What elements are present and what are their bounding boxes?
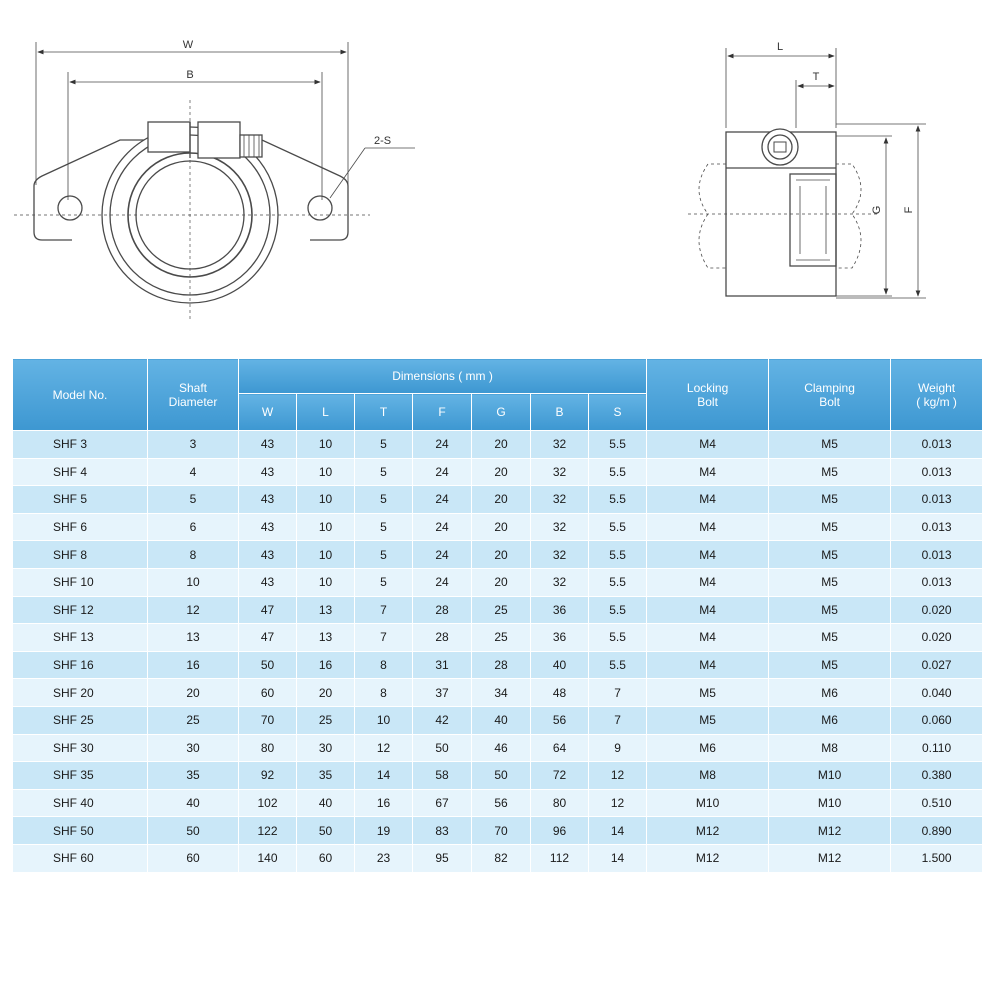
locking-bolt-cell: M4 <box>647 651 769 679</box>
f-cell: 95 <box>413 844 472 872</box>
t-cell: 12 <box>355 734 413 762</box>
locking-bolt-cell: M10 <box>647 789 769 817</box>
f-cell: 42 <box>413 706 472 734</box>
w-cell: 43 <box>239 513 297 541</box>
g-cell: 20 <box>472 431 531 459</box>
model-cell: SHF 40 <box>13 789 148 817</box>
shaft-cell: 60 <box>148 844 239 872</box>
model-cell: SHF 50 <box>13 817 148 845</box>
locking-bolt-cell: M6 <box>647 734 769 762</box>
w-cell: 50 <box>239 651 297 679</box>
l-cell: 30 <box>297 734 355 762</box>
front-view <box>14 42 415 320</box>
l-cell: 10 <box>297 458 355 486</box>
g-cell: 56 <box>472 789 531 817</box>
g-cell: 40 <box>472 706 531 734</box>
b-cell: 112 <box>531 844 589 872</box>
shaft-cell: 5 <box>148 486 239 514</box>
w-cell: 47 <box>239 624 297 652</box>
l-cell: 40 <box>297 789 355 817</box>
weight-cell: 0.013 <box>891 568 983 596</box>
f-cell: 24 <box>413 486 472 514</box>
l-cell: 10 <box>297 541 355 569</box>
weight-cell: 0.040 <box>891 679 983 707</box>
shaft-cell: 13 <box>148 624 239 652</box>
t-cell: 5 <box>355 486 413 514</box>
dimension-label-w: W <box>182 39 194 51</box>
l-cell: 35 <box>297 762 355 790</box>
l-cell: 10 <box>297 513 355 541</box>
f-cell: 24 <box>413 541 472 569</box>
l-cell: 10 <box>297 486 355 514</box>
b-cell: 96 <box>531 817 589 845</box>
header-clamping-line1: Clamping <box>804 380 855 395</box>
shaft-cell: 3 <box>148 431 239 459</box>
weight-cell: 0.510 <box>891 789 983 817</box>
model-cell: SHF 12 <box>13 596 148 624</box>
locking-bolt-cell: M12 <box>647 844 769 872</box>
g-cell: 20 <box>472 513 531 541</box>
w-cell: 43 <box>239 458 297 486</box>
b-cell: 40 <box>531 651 589 679</box>
weight-cell: 0.027 <box>891 651 983 679</box>
header-g: G <box>472 394 531 431</box>
table-row <box>13 458 983 486</box>
t-cell: 23 <box>355 844 413 872</box>
technical-drawing <box>0 0 1000 340</box>
f-cell: 58 <box>413 762 472 790</box>
table-row <box>13 431 983 459</box>
b-cell: 32 <box>531 513 589 541</box>
clamping-bolt-cell: M5 <box>769 596 891 624</box>
weight-cell: 0.890 <box>891 817 983 845</box>
header-f: F <box>413 394 472 431</box>
f-cell: 31 <box>413 651 472 679</box>
l-cell: 60 <box>297 844 355 872</box>
clamping-bolt-cell: M5 <box>769 513 891 541</box>
weight-cell: 1.500 <box>891 844 983 872</box>
table-body <box>13 431 983 873</box>
clamping-bolt-cell: M5 <box>769 486 891 514</box>
l-cell: 20 <box>297 679 355 707</box>
t-cell: 7 <box>355 624 413 652</box>
dimension-label-t: T <box>812 71 820 83</box>
header-shaft-diameter <box>148 359 239 431</box>
f-cell: 24 <box>413 513 472 541</box>
s-cell: 5.5 <box>589 513 647 541</box>
model-cell: SHF 35 <box>13 762 148 790</box>
clamping-bolt-cell: M6 <box>769 679 891 707</box>
g-cell: 28 <box>472 651 531 679</box>
model-cell: SHF 4 <box>13 458 148 486</box>
specification-table <box>12 358 983 873</box>
header-b: B <box>531 394 589 431</box>
header-dimensions: Dimensions ( mm ) <box>239 359 647 394</box>
w-cell: 70 <box>239 706 297 734</box>
s-cell: 5.5 <box>589 624 647 652</box>
header-model: Model No. <box>13 359 148 431</box>
table-row <box>13 596 983 624</box>
header-clamping-bolt <box>769 359 891 431</box>
s-cell: 5.5 <box>589 458 647 486</box>
s-cell: 12 <box>589 789 647 817</box>
table-row <box>13 624 983 652</box>
l-cell: 10 <box>297 568 355 596</box>
g-cell: 25 <box>472 624 531 652</box>
f-cell: 24 <box>413 458 472 486</box>
l-cell: 13 <box>297 624 355 652</box>
clamping-bolt-cell: M10 <box>769 789 891 817</box>
shaft-cell: 4 <box>148 458 239 486</box>
dimension-label-l: L <box>776 41 784 53</box>
clamping-bolt-cell: M10 <box>769 762 891 790</box>
model-cell: SHF 13 <box>13 624 148 652</box>
shaft-cell: 10 <box>148 568 239 596</box>
table-row <box>13 789 983 817</box>
t-cell: 5 <box>355 568 413 596</box>
t-cell: 10 <box>355 706 413 734</box>
b-cell: 36 <box>531 624 589 652</box>
table-row <box>13 568 983 596</box>
shaft-cell: 20 <box>148 679 239 707</box>
t-cell: 5 <box>355 431 413 459</box>
clamping-bolt-cell: M5 <box>769 568 891 596</box>
table-row <box>13 541 983 569</box>
locking-bolt-cell: M4 <box>647 513 769 541</box>
b-cell: 32 <box>531 431 589 459</box>
b-cell: 32 <box>531 541 589 569</box>
f-cell: 28 <box>413 596 472 624</box>
clamping-bolt-cell: M5 <box>769 458 891 486</box>
b-cell: 32 <box>531 568 589 596</box>
f-cell: 37 <box>413 679 472 707</box>
clamping-bolt-cell: M12 <box>769 817 891 845</box>
header-locking-bolt <box>647 359 769 431</box>
f-cell: 24 <box>413 568 472 596</box>
model-cell: SHF 6 <box>13 513 148 541</box>
t-cell: 8 <box>355 651 413 679</box>
weight-cell: 0.013 <box>891 486 983 514</box>
clamping-bolt-cell: M12 <box>769 844 891 872</box>
header-weight <box>891 359 983 431</box>
s-cell: 5.5 <box>589 568 647 596</box>
t-cell: 14 <box>355 762 413 790</box>
clamping-bolt-cell: M5 <box>769 651 891 679</box>
t-cell: 7 <box>355 596 413 624</box>
header-l: L <box>297 394 355 431</box>
l-cell: 50 <box>297 817 355 845</box>
model-cell: SHF 16 <box>13 651 148 679</box>
s-cell: 5.5 <box>589 651 647 679</box>
g-cell: 50 <box>472 762 531 790</box>
t-cell: 5 <box>355 458 413 486</box>
g-cell: 20 <box>472 486 531 514</box>
w-cell: 43 <box>239 568 297 596</box>
b-cell: 72 <box>531 762 589 790</box>
w-cell: 43 <box>239 431 297 459</box>
g-cell: 46 <box>472 734 531 762</box>
clamping-bolt-cell: M5 <box>769 624 891 652</box>
model-cell: SHF 30 <box>13 734 148 762</box>
header-locking-line2: Bolt <box>697 394 718 409</box>
locking-bolt-cell: M4 <box>647 431 769 459</box>
model-cell: SHF 3 <box>13 431 148 459</box>
s-cell: 9 <box>589 734 647 762</box>
table-row <box>13 844 983 872</box>
l-cell: 10 <box>297 431 355 459</box>
model-cell: SHF 60 <box>13 844 148 872</box>
table-row <box>13 486 983 514</box>
g-cell: 82 <box>472 844 531 872</box>
s-cell: 14 <box>589 844 647 872</box>
f-cell: 83 <box>413 817 472 845</box>
g-cell: 34 <box>472 679 531 707</box>
model-cell: SHF 10 <box>13 568 148 596</box>
b-cell: 48 <box>531 679 589 707</box>
locking-bolt-cell: M4 <box>647 596 769 624</box>
g-cell: 20 <box>472 541 531 569</box>
model-cell: SHF 20 <box>13 679 148 707</box>
header-weight-line1: Weight <box>918 380 956 395</box>
w-cell: 60 <box>239 679 297 707</box>
clamping-bolt-cell: M6 <box>769 706 891 734</box>
shaft-cell: 50 <box>148 817 239 845</box>
shaft-cell: 40 <box>148 789 239 817</box>
table-row <box>13 762 983 790</box>
g-cell: 20 <box>472 568 531 596</box>
locking-bolt-cell: M4 <box>647 568 769 596</box>
weight-cell: 0.013 <box>891 513 983 541</box>
s-cell: 7 <box>589 706 647 734</box>
t-cell: 8 <box>355 679 413 707</box>
shaft-cell: 35 <box>148 762 239 790</box>
s-cell: 5.5 <box>589 486 647 514</box>
header-locking-line1: Locking <box>686 380 729 395</box>
dimension-label-2s: 2-S <box>374 135 392 147</box>
header-weight-line2: ( kg/m ) <box>916 394 957 409</box>
locking-bolt-cell: M5 <box>647 679 769 707</box>
side-view <box>688 48 926 298</box>
s-cell: 5.5 <box>589 541 647 569</box>
b-cell: 56 <box>531 706 589 734</box>
locking-bolt-cell: M12 <box>647 817 769 845</box>
t-cell: 16 <box>355 789 413 817</box>
weight-cell: 0.020 <box>891 624 983 652</box>
f-cell: 67 <box>413 789 472 817</box>
weight-cell: 0.380 <box>891 762 983 790</box>
t-cell: 19 <box>355 817 413 845</box>
locking-bolt-cell: M4 <box>647 624 769 652</box>
weight-cell: 0.060 <box>891 706 983 734</box>
w-cell: 102 <box>239 789 297 817</box>
locking-bolt-cell: M8 <box>647 762 769 790</box>
b-cell: 64 <box>531 734 589 762</box>
g-cell: 70 <box>472 817 531 845</box>
l-cell: 16 <box>297 651 355 679</box>
g-cell: 20 <box>472 458 531 486</box>
b-cell: 32 <box>531 458 589 486</box>
f-cell: 24 <box>413 431 472 459</box>
b-cell: 80 <box>531 789 589 817</box>
header-shaft-line2: Diameter <box>168 394 218 409</box>
w-cell: 92 <box>239 762 297 790</box>
clamping-bolt-cell: M5 <box>769 541 891 569</box>
b-cell: 32 <box>531 486 589 514</box>
header-w: W <box>239 394 297 431</box>
locking-bolt-cell: M4 <box>647 458 769 486</box>
table-row <box>13 706 983 734</box>
f-cell: 50 <box>413 734 472 762</box>
clamping-bolt-cell: M8 <box>769 734 891 762</box>
s-cell: 5.5 <box>589 596 647 624</box>
s-cell: 14 <box>589 817 647 845</box>
model-cell: SHF 8 <box>13 541 148 569</box>
shaft-cell: 30 <box>148 734 239 762</box>
t-cell: 5 <box>355 541 413 569</box>
table-row <box>13 734 983 762</box>
weight-cell: 0.020 <box>891 596 983 624</box>
w-cell: 47 <box>239 596 297 624</box>
t-cell: 5 <box>355 513 413 541</box>
clamping-bolt-cell: M5 <box>769 431 891 459</box>
w-cell: 122 <box>239 817 297 845</box>
model-cell: SHF 25 <box>13 706 148 734</box>
s-cell: 7 <box>589 679 647 707</box>
table-row <box>13 513 983 541</box>
s-cell: 5.5 <box>589 431 647 459</box>
s-cell: 12 <box>589 762 647 790</box>
dimension-label-g: G <box>871 205 883 215</box>
shaft-cell: 8 <box>148 541 239 569</box>
weight-cell: 0.013 <box>891 458 983 486</box>
table-row <box>13 817 983 845</box>
shaft-cell: 6 <box>148 513 239 541</box>
w-cell: 43 <box>239 541 297 569</box>
shaft-cell: 12 <box>148 596 239 624</box>
w-cell: 140 <box>239 844 297 872</box>
dimension-label-b: B <box>186 69 194 81</box>
weight-cell: 0.110 <box>891 734 983 762</box>
f-cell: 28 <box>413 624 472 652</box>
header-shaft-line1: Shaft <box>178 380 208 395</box>
locking-bolt-cell: M5 <box>647 706 769 734</box>
shaft-cell: 16 <box>148 651 239 679</box>
locking-bolt-cell: M4 <box>647 486 769 514</box>
weight-cell: 0.013 <box>891 431 983 459</box>
locking-bolt-cell: M4 <box>647 541 769 569</box>
weight-cell: 0.013 <box>891 541 983 569</box>
model-cell: SHF 5 <box>13 486 148 514</box>
l-cell: 13 <box>297 596 355 624</box>
table-row <box>13 651 983 679</box>
dimension-label-f: F <box>903 206 915 214</box>
header-s: S <box>589 394 647 431</box>
g-cell: 25 <box>472 596 531 624</box>
header-t: T <box>355 394 413 431</box>
shaft-cell: 25 <box>148 706 239 734</box>
w-cell: 43 <box>239 486 297 514</box>
b-cell: 36 <box>531 596 589 624</box>
l-cell: 25 <box>297 706 355 734</box>
table-row <box>13 679 983 707</box>
header-clamping-line2: Bolt <box>819 394 840 409</box>
w-cell: 80 <box>239 734 297 762</box>
